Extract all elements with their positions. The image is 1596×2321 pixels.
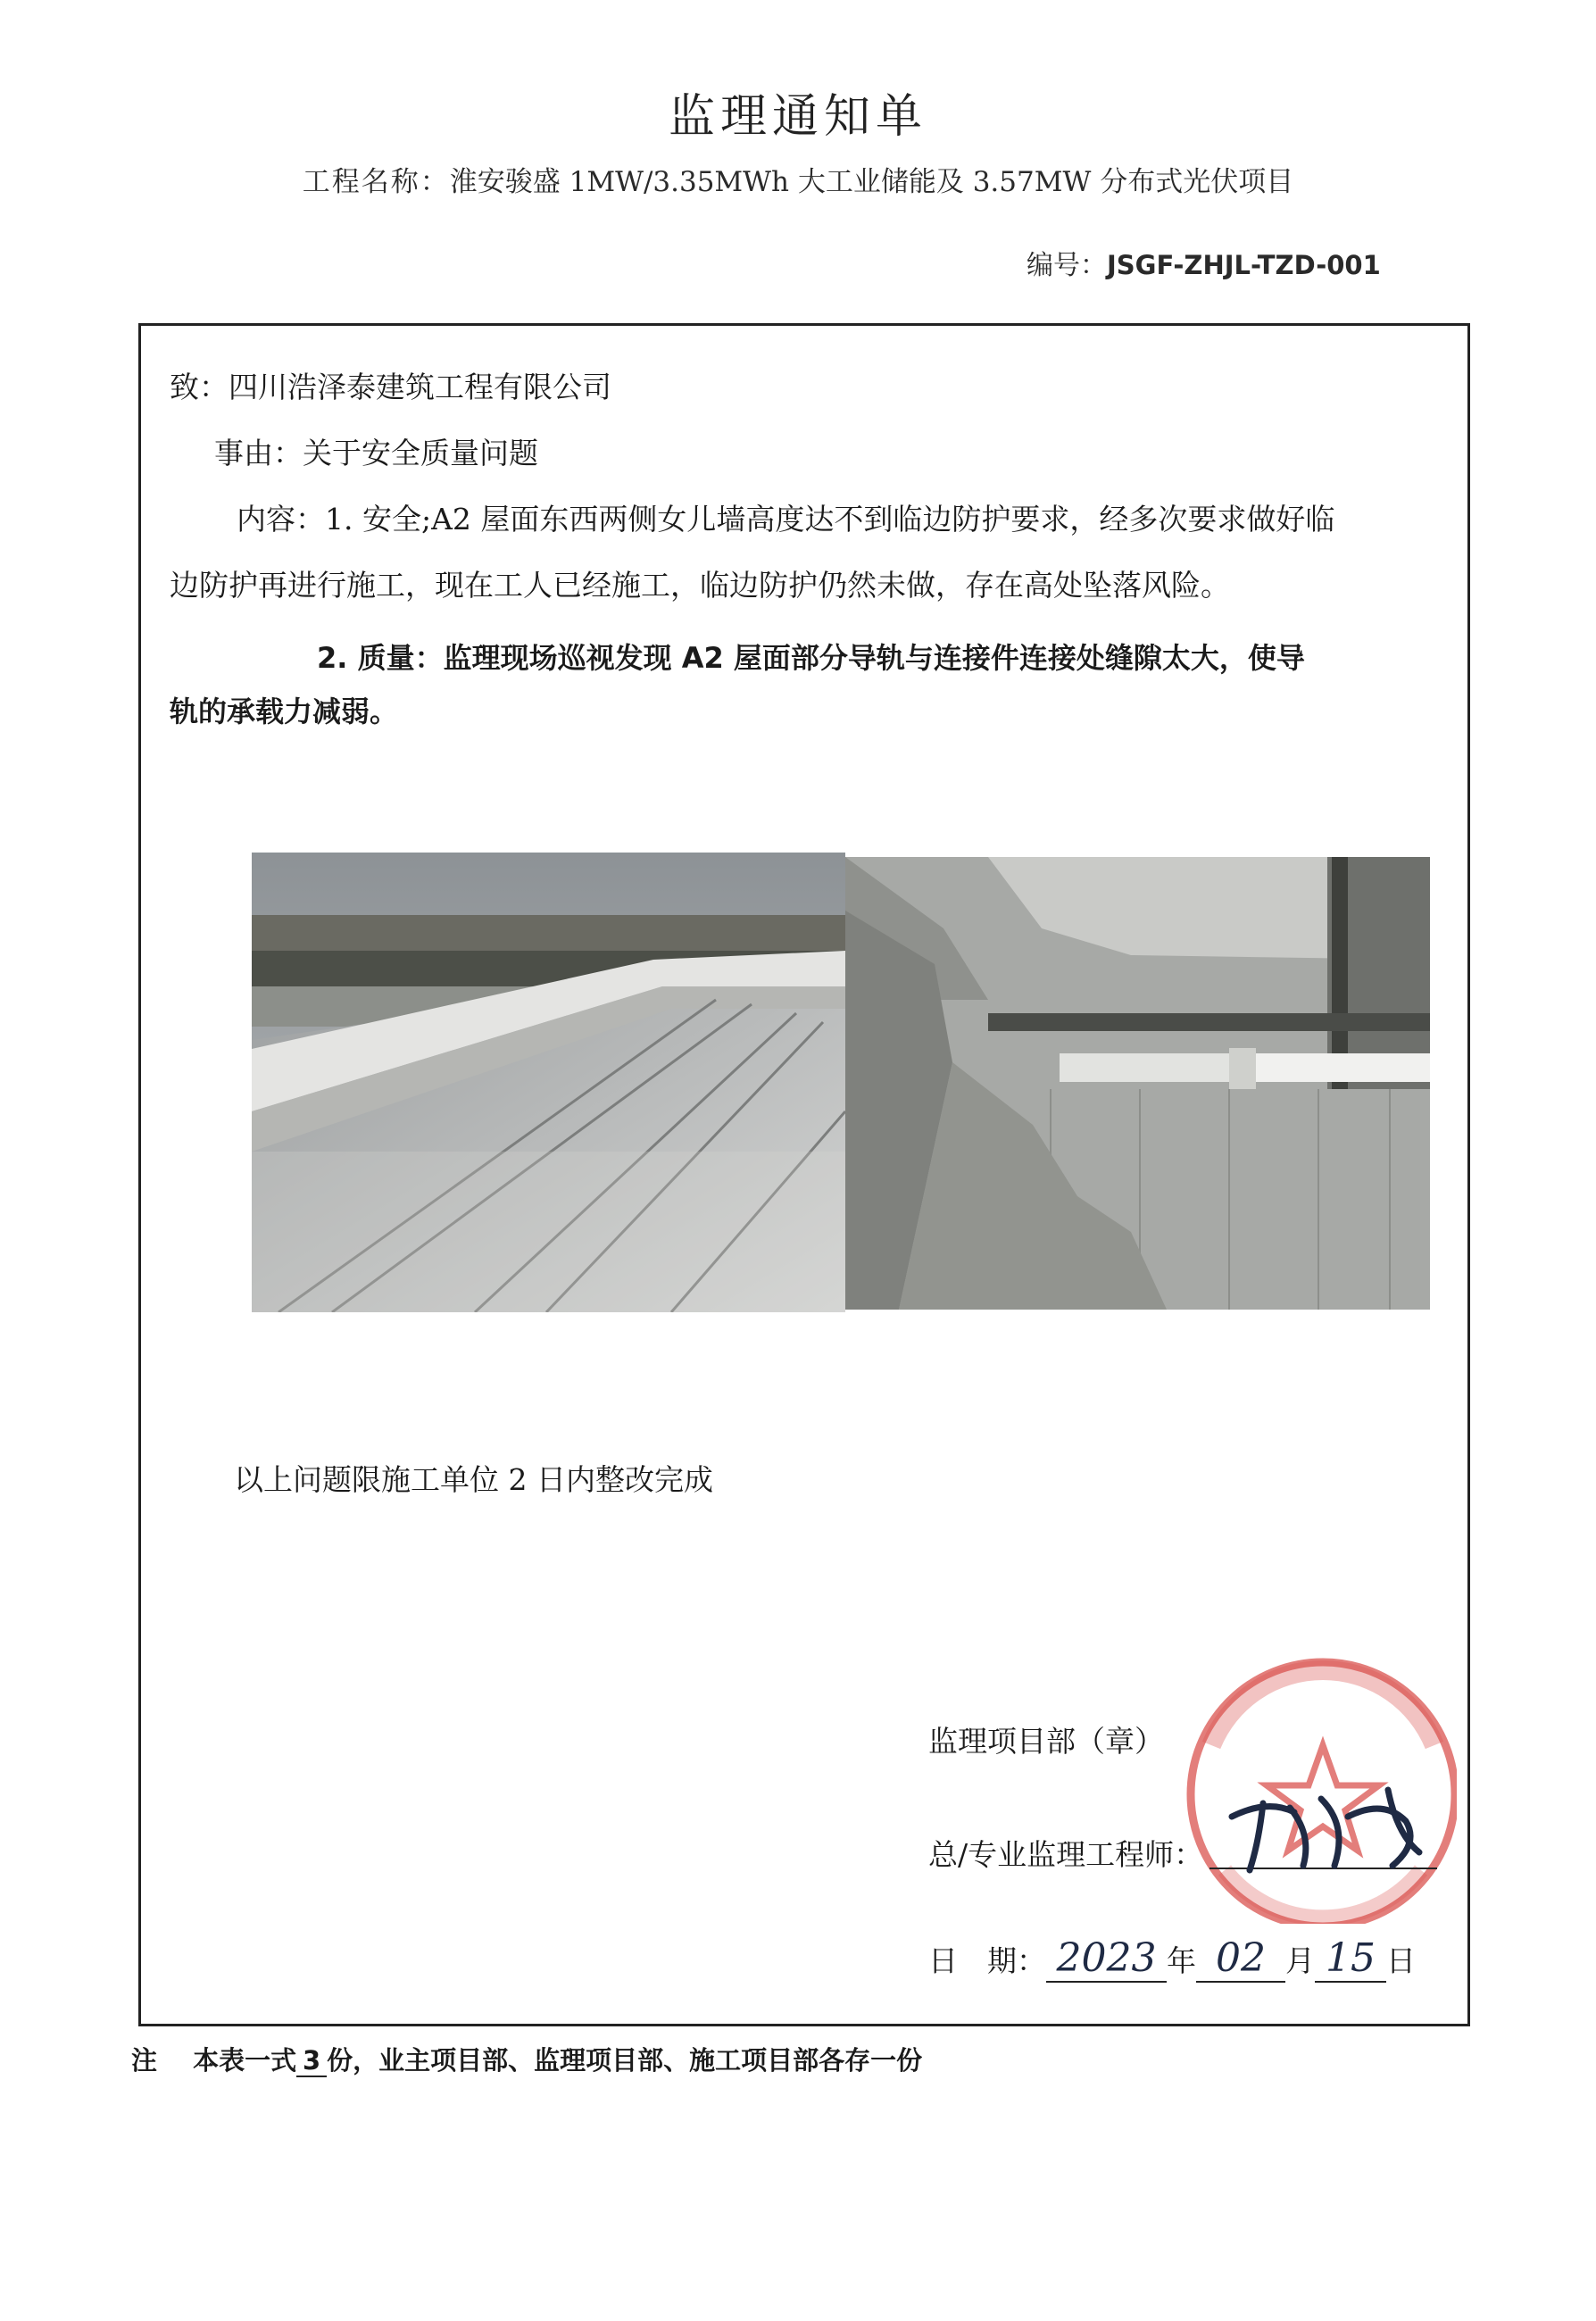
date-month-unit: 月 (1285, 1943, 1315, 1978)
code-value: JSGF-ZHJL-TZD-001 (1107, 250, 1381, 280)
project-label: 工程名称： (302, 166, 450, 198)
item2-line2: 轨的承载力减弱。 (170, 695, 399, 728)
to-label: 致： (170, 370, 229, 404)
date-year-unit: 年 (1167, 1943, 1196, 1978)
deadline-note: 以上问题限施工单位 2 日内整改完成 (234, 1462, 713, 1497)
document-code (1027, 243, 1381, 282)
to-value: 四川浩泽泰建筑工程有限公司 (229, 370, 611, 404)
rail-connector-image (845, 857, 1430, 1310)
date-day-unit: 日 (1386, 1943, 1416, 1978)
note-label: 注 (131, 2045, 158, 2076)
document-title: 监理通知单 (668, 90, 927, 144)
project-name-line (0, 159, 1596, 199)
date-day: 15 (1315, 1935, 1386, 1983)
date-label: 日 期： (928, 1943, 1046, 1978)
content-label: 内容： (237, 502, 325, 537)
engineer-label: 总/专业监理工程师： (928, 1837, 1204, 1872)
date-month: 02 (1196, 1935, 1285, 1983)
item2-line1: 2. 质量：监理现场巡视发现 A2 屋面部分导轨与连接件连接处缝隙太大，使导 (317, 641, 1305, 675)
project-name: 淮安骏盛 1MW/3.35MWh 大工业储能及 3.57MW 分布式光伏项目 (449, 166, 1294, 198)
note-prefix: 本表一式 (193, 2045, 297, 2076)
code-label: 编号： (1027, 250, 1107, 281)
subject-value: 关于安全质量问题 (303, 436, 538, 470)
recipient-line (170, 364, 611, 406)
subject-line (214, 430, 538, 472)
rooftop-parapet-photo (252, 853, 845, 1312)
subject-label: 事由： (214, 436, 303, 470)
rail-connector-photo (845, 857, 1430, 1310)
item1-line2: 边防护再进行施工，现在工人已经施工，临边防护仍然未做，存在高处坠落风险。 (170, 568, 1230, 603)
footer-note (131, 2041, 922, 2077)
date-year: 2023 (1046, 1935, 1167, 1983)
note-copies: 3 (296, 2045, 327, 2077)
note-suffix: 份，业主项目部、监理项目部、施工项目部各存一份 (327, 2045, 923, 2076)
rooftop-parapet-image (252, 853, 845, 1312)
item1-line1: 1. 安全;A2 屋面东西两侧女儿墙高度达不到临边防护要求，经多次要求做好临 (325, 502, 1335, 537)
dept-seal-label: 监理项目部（章） (928, 1724, 1164, 1759)
engineer-signature (1214, 1781, 1446, 1879)
content-line-1 (237, 496, 1334, 538)
date-line (928, 1935, 1416, 1983)
